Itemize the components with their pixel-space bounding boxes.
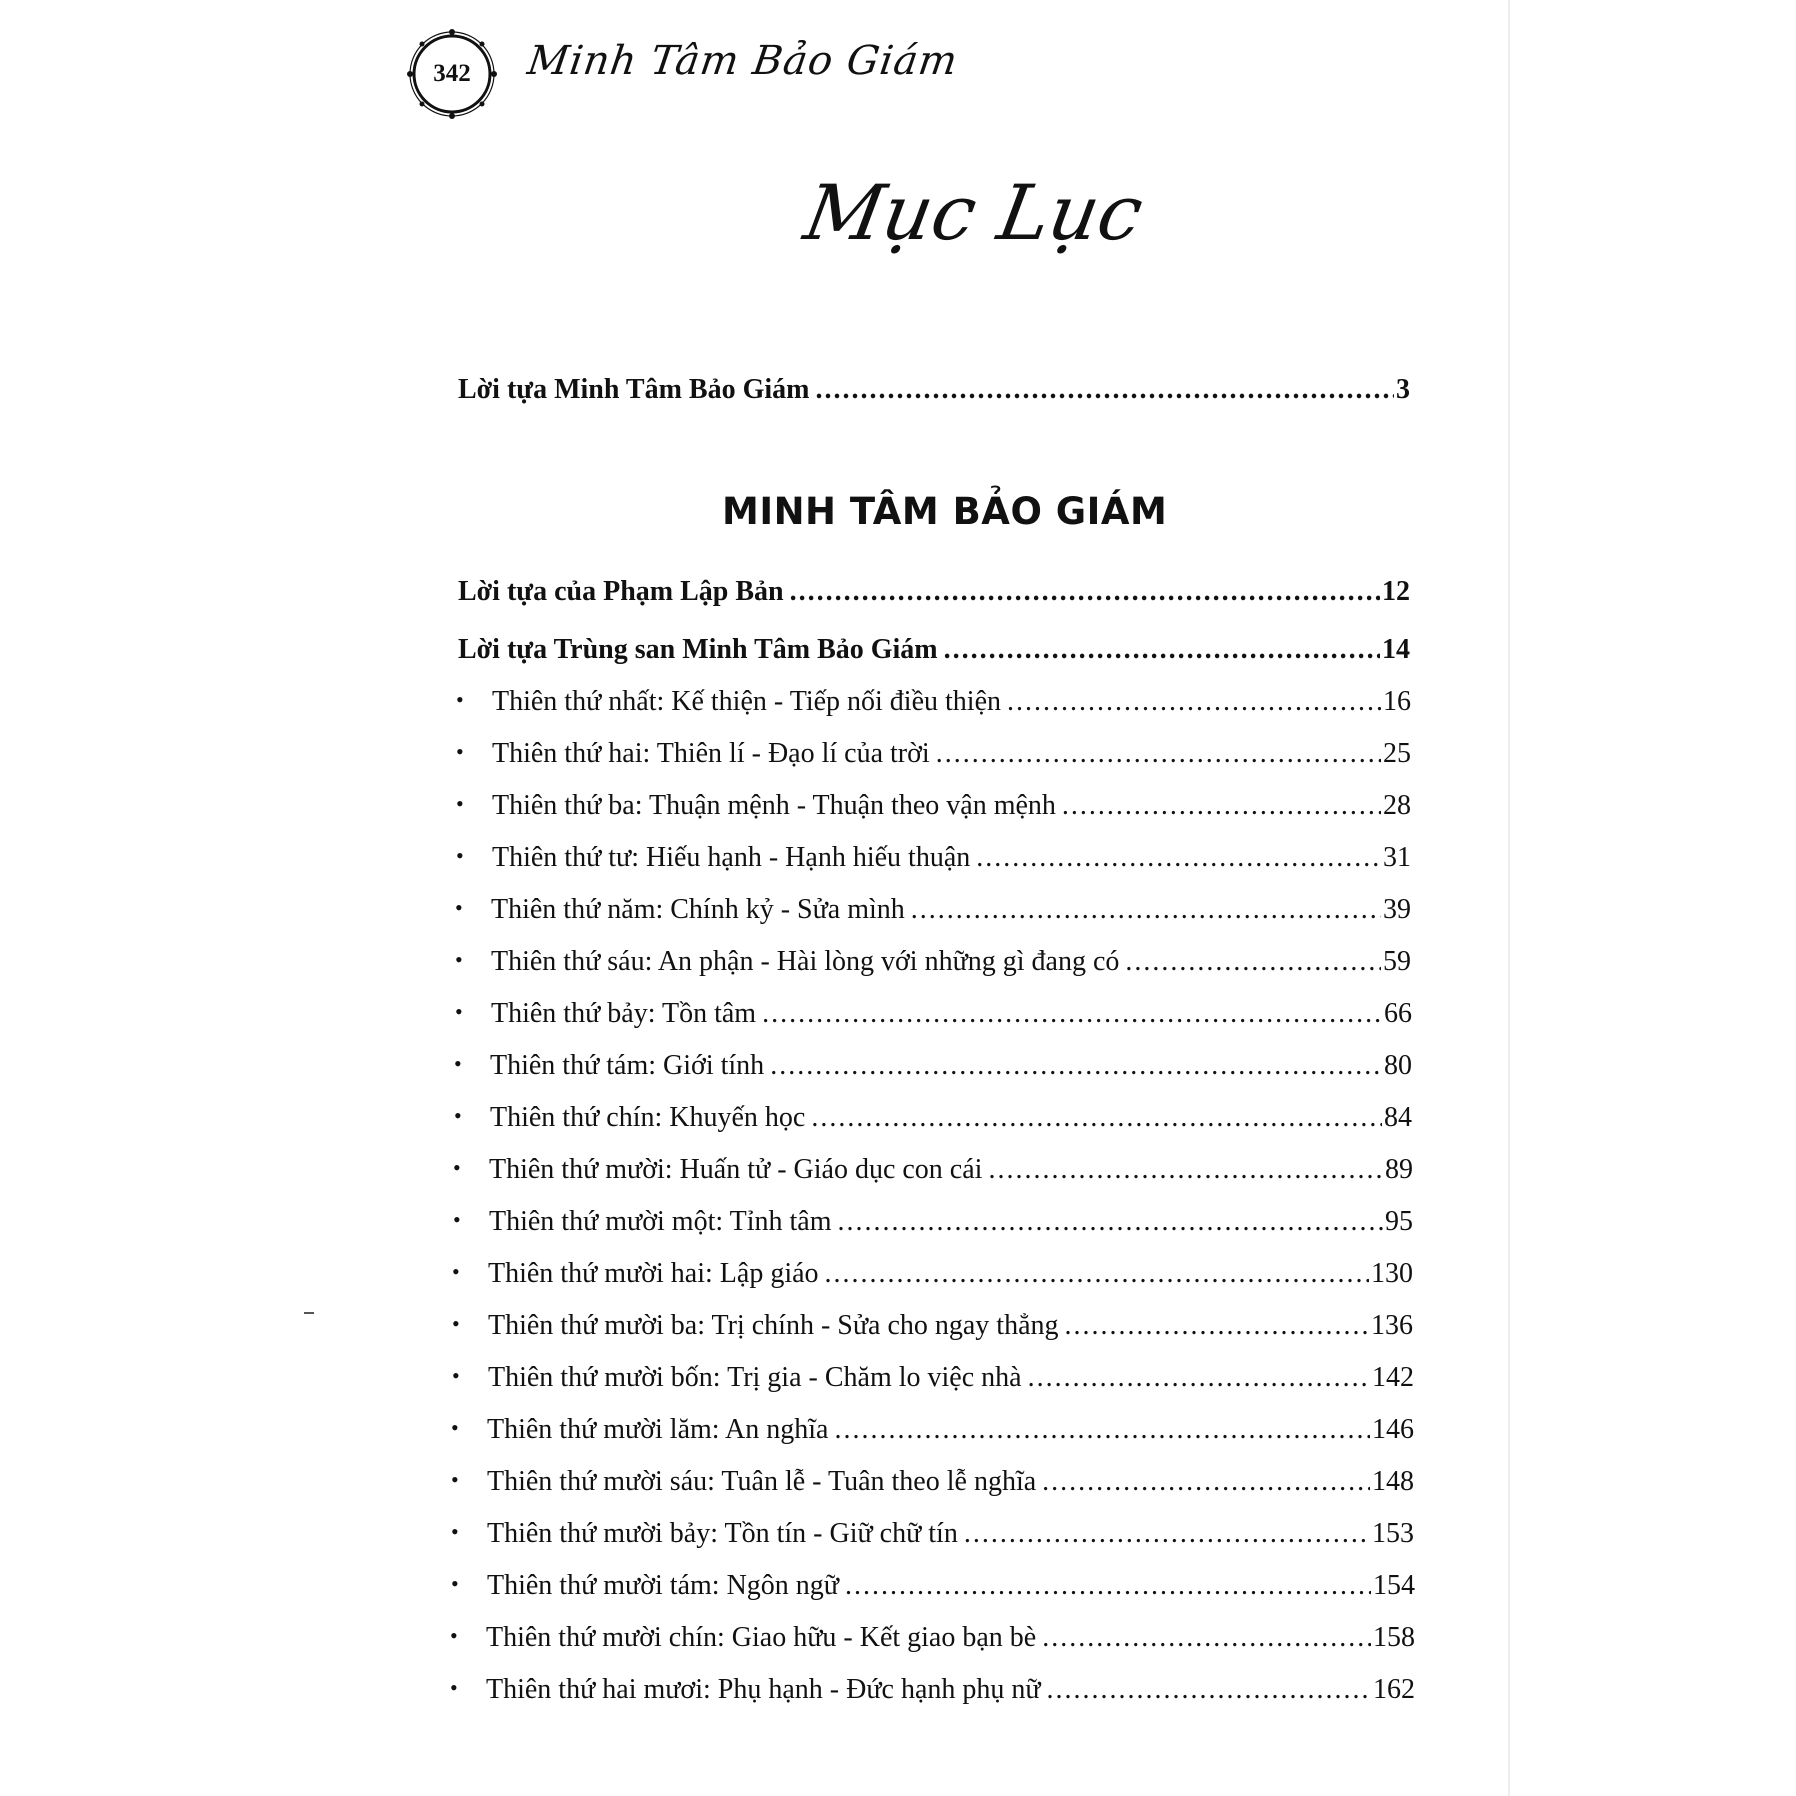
toc-entry-chapter[interactable] (452, 1258, 1413, 1290)
toc-entry-label: Thiên thứ năm: Chính kỷ - Sửa mình (491, 894, 905, 925)
toc-entry-label: Thiên thứ nhất: Kế thiện - Tiếp nối điều thiện (492, 686, 1002, 717)
bullet-icon: • (451, 1415, 459, 1440)
bullet-icon: • (451, 1467, 459, 1492)
dot-leader (1062, 790, 1381, 822)
toc-entry-chapter[interactable] (453, 1154, 1413, 1186)
toc-entry-chapter[interactable] (451, 1518, 1414, 1550)
toc-entry-chapter[interactable] (452, 1362, 1414, 1394)
toc-entry-label: Thiên thứ hai mươi: Phụ hạnh - Đức hạnh phụ nữ (486, 1674, 1041, 1705)
toc-entry-page: 80 (1384, 1050, 1412, 1081)
dot-leader (1125, 946, 1381, 978)
page-edge-shadow (1508, 0, 1510, 1796)
toc-entry-page: 154 (1373, 1570, 1415, 1601)
toc-entry-chapter[interactable] (455, 894, 1411, 926)
page-number: 342 (433, 60, 471, 87)
bullet-icon: • (456, 687, 464, 712)
dot-leader (825, 1258, 1369, 1290)
toc-entry-label: Thiên thứ mười bảy: Tồn tín - Giữ chữ tín (487, 1518, 958, 1549)
toc-entry-label: Thiên thứ mười sáu: Tuân lễ - Tuân theo lễ nghĩa (487, 1466, 1037, 1497)
bullet-icon: • (452, 1311, 460, 1336)
dot-leader (790, 576, 1380, 608)
toc-entry-page: 12 (1382, 576, 1410, 607)
toc-entry-chapter[interactable] (456, 842, 1411, 874)
toc-entry-label: Thiên thứ mười bốn: Trị gia - Chăm lo việc nhà (488, 1362, 1022, 1393)
toc-entry-page: 158 (1373, 1622, 1415, 1653)
dot-leader (845, 1570, 1371, 1602)
toc-entry-chapter[interactable] (454, 1102, 1412, 1134)
toc-entry-label: Thiên thứ mười ba: Trị chính - Sửa cho ngay thẳng (488, 1310, 1059, 1341)
toc-entry-page: 142 (1372, 1362, 1414, 1393)
bullet-icon: • (451, 1571, 459, 1596)
toc-entry-chapter[interactable] (453, 1206, 1413, 1238)
bullet-icon: • (451, 1519, 459, 1544)
bullet-icon: • (453, 1155, 461, 1180)
bullet-icon: • (454, 1103, 462, 1128)
bullet-icon: • (450, 1623, 458, 1648)
toc-entry-chapter[interactable] (451, 1466, 1414, 1498)
toc-entry-page: 16 (1383, 686, 1411, 717)
running-title: Minh Tâm Bảo Giám (524, 38, 961, 84)
toc-entry-page: 162 (1373, 1674, 1415, 1705)
toc-entry-section-preface[interactable] (458, 576, 1410, 608)
toc-entry-page: 66 (1384, 998, 1412, 1029)
dot-leader (1028, 1362, 1370, 1394)
bullet-icon: • (455, 999, 463, 1024)
toc-entry-page: 136 (1371, 1310, 1413, 1341)
dot-leader (1042, 1622, 1371, 1654)
toc-entry-page: 153 (1372, 1518, 1414, 1549)
toc-entry-page: 130 (1371, 1258, 1413, 1289)
toc-entry-label: Thiên thứ mười: Huấn tử - Giáo dục con cái (489, 1154, 983, 1185)
toc-entry-chapter[interactable] (456, 738, 1411, 770)
toc-entry-page: 3 (1396, 374, 1410, 405)
toc-entry-label: Thiên thứ mười một: Tỉnh tâm (489, 1206, 832, 1237)
toc-entry-chapter[interactable] (450, 1622, 1415, 1654)
toc-entry-label: Lời tựa Minh Tâm Bảo Giám (458, 374, 810, 405)
toc-entry-label: Thiên thứ tám: Giới tính (490, 1050, 765, 1081)
toc-entry-page: 28 (1383, 790, 1411, 821)
section-heading: MINH TÂM BẢO GIÁM (722, 490, 1168, 533)
toc-entry-chapter[interactable] (455, 998, 1412, 1030)
dot-leader (988, 1154, 1383, 1186)
toc-entry-chapter[interactable] (456, 790, 1411, 822)
bullet-icon: • (456, 739, 464, 764)
toc-entry-label: Thiên thứ hai: Thiên lí - Đạo lí của trời (492, 738, 930, 769)
toc-entry-section-preface[interactable] (458, 634, 1410, 666)
toc-entry-page: 14 (1382, 634, 1410, 665)
toc-entry-chapter[interactable] (451, 1570, 1415, 1602)
toc-entry-label: Thiên thứ sáu: An phận - Hài lòng với những gì đang có (491, 946, 1120, 977)
bullet-icon: • (452, 1363, 460, 1388)
bullet-icon: • (452, 1259, 460, 1284)
dot-leader (1047, 1674, 1371, 1706)
toc-entry-label: Thiên thứ mười lăm: An nghĩa (487, 1414, 829, 1445)
toc-entry-label: Thiên thứ ba: Thuận mệnh - Thuận theo vận mệnh (492, 790, 1056, 821)
toc-entry-preface[interactable] (458, 374, 1410, 406)
toc-entry-page: 31 (1383, 842, 1411, 873)
dot-leader (976, 842, 1381, 874)
toc-entry-label: Thiên thứ bảy: Tồn tâm (491, 998, 757, 1029)
bullet-icon: • (456, 791, 464, 816)
dot-leader (834, 1414, 1370, 1446)
bullet-icon: • (454, 1051, 462, 1076)
bullet-icon: • (450, 1675, 458, 1700)
toc-entry-page: 148 (1372, 1466, 1414, 1497)
toc-entry-chapter[interactable] (456, 686, 1411, 718)
scan-speck (304, 1312, 314, 1314)
toc-entry-label: Thiên thứ mười tám: Ngôn ngữ (487, 1570, 839, 1601)
dot-leader (816, 374, 1395, 406)
dot-leader (1042, 1466, 1370, 1498)
bullet-icon: • (455, 895, 463, 920)
toc-entry-label: Thiên thứ tư: Hiếu hạnh - Hạnh hiếu thuận (492, 842, 971, 873)
dot-leader (1007, 686, 1381, 718)
bullet-icon: • (453, 1207, 461, 1232)
toc-heading: Mục Lục (798, 168, 1150, 257)
dot-leader (911, 894, 1381, 926)
bullet-icon: • (456, 843, 464, 868)
toc-entry-label: Lời tựa của Phạm Lập Bản (458, 576, 784, 607)
dot-leader (964, 1518, 1370, 1550)
toc-entry-label: Thiên thứ chín: Khuyến học (490, 1102, 806, 1133)
toc-entry-page: 95 (1385, 1206, 1413, 1237)
toc-entry-page: 25 (1383, 738, 1411, 769)
toc-entry-page: 59 (1383, 946, 1411, 977)
toc-entry-chapter[interactable] (454, 1050, 1412, 1082)
toc-entry-page: 84 (1384, 1102, 1412, 1133)
toc-entry-label: Lời tựa Trùng san Minh Tâm Bảo Giám (458, 634, 938, 665)
dot-leader (770, 1050, 1382, 1082)
toc-entry-chapter[interactable] (450, 1674, 1415, 1706)
dot-leader (838, 1206, 1383, 1238)
dot-leader (944, 634, 1380, 666)
toc-entry-page: 89 (1385, 1154, 1413, 1185)
toc-entry-chapter[interactable] (451, 1414, 1414, 1446)
toc-entry-chapter[interactable] (455, 946, 1411, 978)
bullet-icon: • (455, 947, 463, 972)
toc-entry-page: 39 (1383, 894, 1411, 925)
toc-entry-chapter[interactable] (452, 1310, 1413, 1342)
toc-entry-label: Thiên thứ mười chín: Giao hữu - Kết giao bạn bè (486, 1622, 1037, 1653)
dot-leader (1065, 1310, 1370, 1342)
page-number-badge (406, 28, 498, 120)
dot-leader (936, 738, 1381, 770)
dot-leader (811, 1102, 1382, 1134)
toc-entry-page: 146 (1372, 1414, 1414, 1445)
dot-leader (762, 998, 1382, 1030)
toc-entry-label: Thiên thứ mười hai: Lập giáo (488, 1258, 819, 1289)
